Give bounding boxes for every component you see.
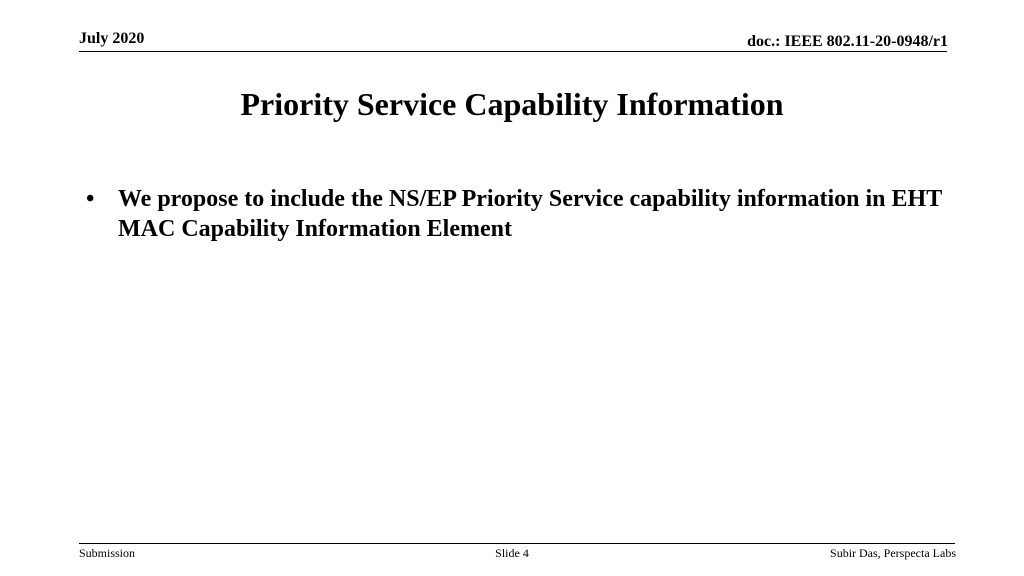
footer-slide-number: Slide 4: [495, 546, 529, 560]
header-divider: [79, 51, 947, 52]
header-date: July 2020: [79, 30, 145, 47]
bullet-marker: •: [86, 186, 95, 212]
bullet-item: [86, 184, 966, 244]
header-doc-id: doc.: IEEE 802.11-20-0948/r1: [747, 33, 948, 50]
slide-content: [86, 184, 966, 244]
footer-submission: Submission: [79, 546, 136, 560]
slide-title: Priority Service Capability Information: [240, 86, 784, 122]
footer-divider: [79, 543, 955, 544]
footer-author: Subir Das, Perspecta Labs: [830, 546, 956, 560]
bullet-text: We propose to include the NS/EP Priority Service capability information in EHT MAC Capability Information Element: [118, 186, 942, 242]
